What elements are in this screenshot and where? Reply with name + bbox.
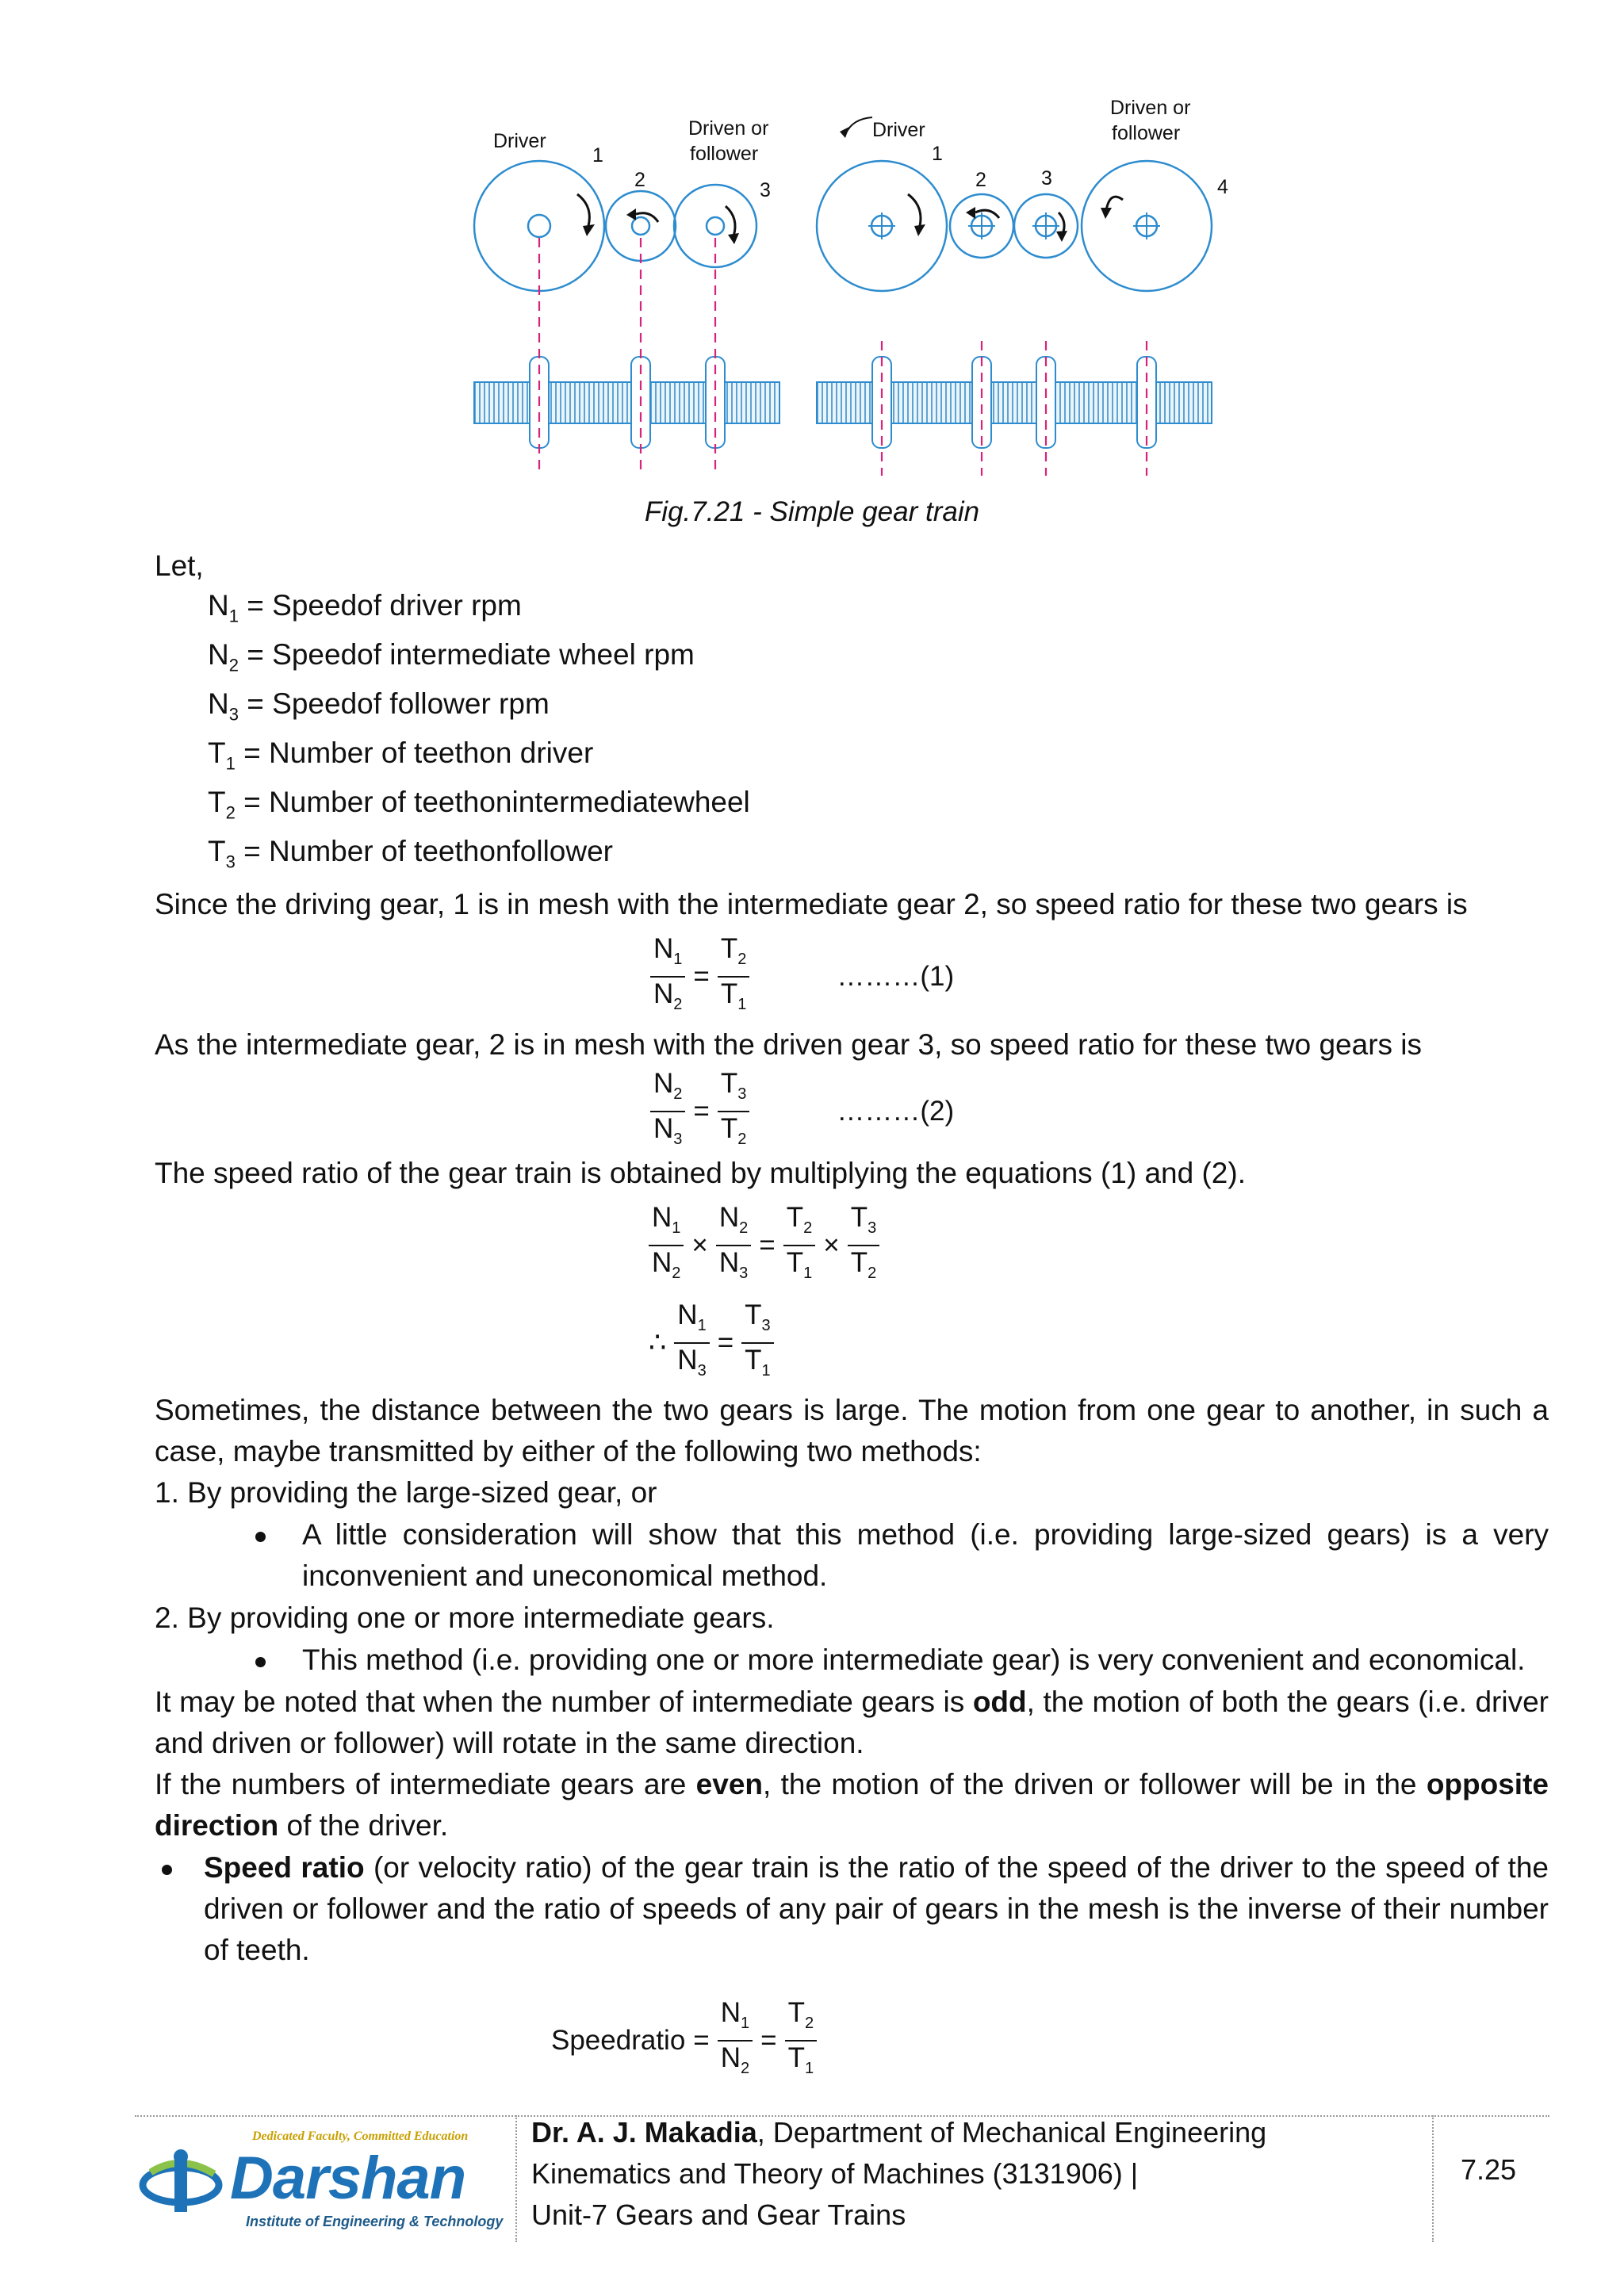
left-driver-label: Driver xyxy=(493,130,546,152)
equation-result: ∴ $\frac{N_1}{N_3}$ = $\frac{T_3}{T_1}$ xyxy=(649,1299,774,1387)
speed-ratio-equation: Speedratio = $\frac{N_1}{N_2}$ = $\frac{T_2}{T_1}$ xyxy=(551,1996,817,2085)
right-driver-label: Driver xyxy=(872,119,925,141)
var-t1: $T_1$ = Number of teethon driver xyxy=(208,737,594,774)
speed-ratio-bullet: Speed ratio (or velocity ratio) of the gear train is the ratio of the speed of the driver to the speed of the driven or follower and the ratio of speeds of any pair of gears in the mesh is the inverse of their number of teeth. xyxy=(204,1851,1549,1966)
svg-text:2: 2 xyxy=(634,169,645,191)
paragraph-5: It may be noted that when the number of intermediate gears is odd, the motion of both the gears (i.e. driver and driven or follower) will rotate in the same direction. xyxy=(155,1686,1549,1759)
bullet-dot xyxy=(255,1657,266,1667)
equation-product: $\frac{N_1}{N_2}$ × $\frac{N_2}{N_3}$ = $\frac{T_2}{T_1}$ × $\frac{T_3}{T_2}$ xyxy=(649,1201,879,1290)
paragraph-4: Sometimes, the distance between the two gears is large. The motion from one gear to another, in such a case, maybe transmitted by either of the following two methods: xyxy=(155,1394,1549,1468)
let-text: Let, xyxy=(155,549,204,582)
svg-text:Driven or: Driven or xyxy=(1110,97,1191,119)
svg-text:3: 3 xyxy=(1041,167,1052,189)
footer-divider-right xyxy=(1432,2115,1434,2242)
page-number: 7.25 xyxy=(1461,2153,1517,2186)
equation-1: $\frac{N_1}{N_2}$ = $\frac{T_2}{T_1}$ ………(1) xyxy=(650,932,954,1021)
svg-text:Driven or: Driven or xyxy=(688,117,769,140)
equation-2: $\frac{N_2}{N_3}$ = $\frac{T_3}{T_2}$ ………(2) xyxy=(650,1067,954,1156)
footer-info: Dr. A. J. Makadia, Department of Mechanical Engineering Kinematics and Theory of Machines (3131906) | Unit-7 Gears and Gear Trains xyxy=(531,2116,1267,2231)
svg-text:1: 1 xyxy=(592,144,603,166)
var-n3: $N_3$ = Speedof follower rpm xyxy=(208,687,550,725)
list-item-1-bullet: A little consideration will show that this method (i.e. providing large-sized gears) is a very inconvenient and uneconomical method. xyxy=(302,1518,1549,1592)
bullet-dot xyxy=(255,1532,266,1542)
paragraph-3: The speed ratio of the gear train is obtained by multiplying the equations (1) and (2). xyxy=(155,1157,1246,1189)
svg-text:follower: follower xyxy=(1112,122,1181,144)
bullet-dot xyxy=(162,1865,172,1875)
paragraph-2: As the intermediate gear, 2 is in mesh with the driven gear 3, so speed ratio for these two gears is xyxy=(155,1028,1423,1061)
figure-caption: Fig.7.21 - Simple gear train xyxy=(644,496,980,527)
simple-gear-train-figure xyxy=(460,95,1229,476)
var-n2: $N_2$ = Speedof intermediate wheel rpm xyxy=(208,638,695,675)
list-item-2-bullet: This method (i.e. providing one or more intermediate gear) is very convenient and economical. xyxy=(302,1644,1526,1676)
var-t2: $T_2$ = Number of teethonintermediatewheel xyxy=(208,786,750,823)
logo-tagline: Dedicated Faculty, Committed Education xyxy=(252,2130,469,2143)
paragraph-1: Since the driving gear, 1 is in mesh with the intermediate gear 2, so speed ratio for these two gears is xyxy=(155,888,1468,920)
var-n1: $N_1$ = Speedof driver rpm xyxy=(208,589,522,626)
logo-wordmark: Darshan xyxy=(230,2145,466,2212)
svg-text:1: 1 xyxy=(932,143,943,165)
paragraph-6: If the numbers of intermediate gears are even, the motion of the driven or follower will be in the opposite direction of the driver. xyxy=(155,1768,1549,1842)
svg-text:3: 3 xyxy=(760,179,771,201)
svg-text:follower: follower xyxy=(690,143,759,165)
footer-divider-left xyxy=(515,2115,517,2242)
svg-text:4: 4 xyxy=(1217,176,1228,198)
svg-text:2: 2 xyxy=(975,169,986,191)
list-item-1: 1. By providing the large-sized gear, or xyxy=(155,1476,657,1509)
darshan-logo xyxy=(135,2125,508,2236)
logo-emblem-icon xyxy=(135,2145,230,2217)
var-t3: $T_3$ = Number of teethonfollower xyxy=(208,835,613,872)
logo-institute: Institute of Engineering & Technology xyxy=(246,2214,504,2229)
list-item-2: 2. By providing one or more intermediate gears. xyxy=(155,1601,775,1634)
